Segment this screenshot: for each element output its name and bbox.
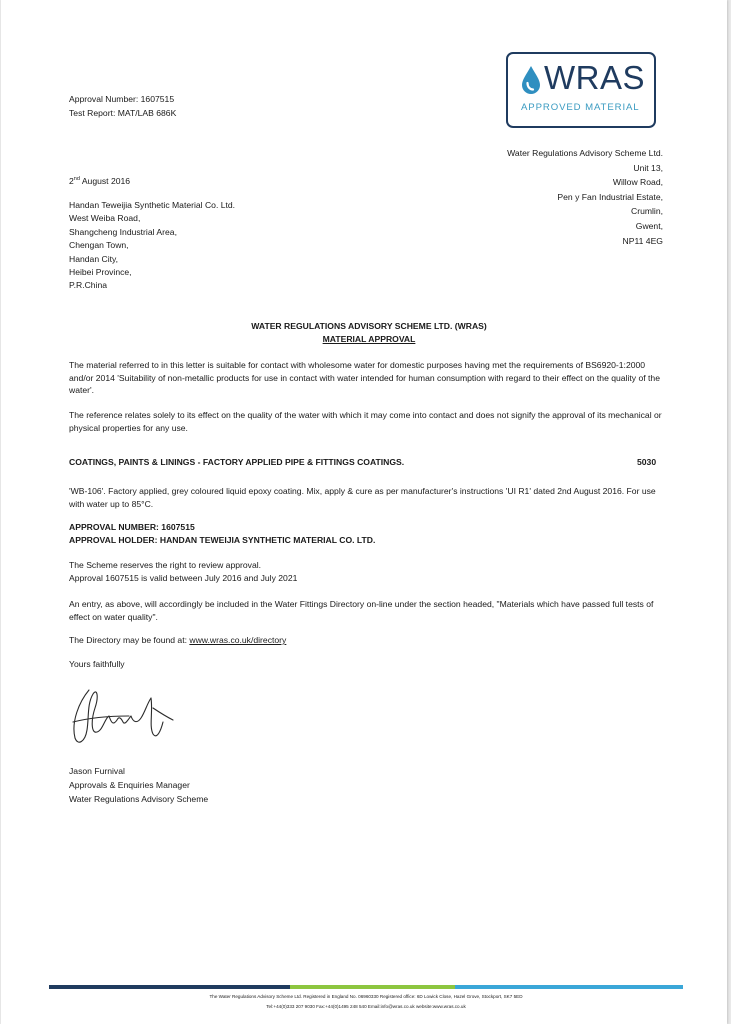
recipient-address [69, 199, 235, 293]
footer-bar-blue [455, 985, 683, 989]
footer-registration: The Water Regulations Advisory Scheme Ltd. Registered in England No. 06960330 Registered office: 6D Lowick Close, Hazel Grove, Stockport, SK7 5ED [209, 994, 523, 999]
closing: Yours faithfully [69, 659, 125, 669]
validity-note: Approval 1607515 is valid between July 2016 and July 2021 [69, 573, 298, 583]
recipient-line: Shangcheng Industrial Area, [69, 226, 177, 237]
directory-prefix: The Directory may be found at: [69, 635, 190, 645]
signature [69, 682, 179, 750]
recipient-line: West Weiba Road, [69, 213, 141, 224]
sender-address-line: NP11 4EG [622, 235, 663, 246]
water-drop-icon [520, 65, 542, 95]
paragraph-reference: The reference relates solely to its effect on the quality of the water with which it may come into contact and does not signify the approval of its mechanical or physical properties for any use. [69, 410, 662, 433]
date-rest: August 2016 [79, 176, 131, 186]
directory-line [69, 635, 286, 647]
sender-address [507, 146, 663, 248]
sender-address-line: Gwent, [635, 220, 663, 231]
recipient-line: Handan City, [69, 253, 119, 264]
recipient-line: Handan Teweijia Synthetic Material Co. Ltd. [69, 200, 236, 210]
signatory-role: Approvals & Enquiries Manager [69, 780, 190, 790]
footer-bar-navy [49, 985, 290, 989]
sender-address-line: Willow Road, [612, 177, 663, 188]
recipient-line: P.R.China [69, 280, 108, 291]
sender-address-line: Crumlin, [631, 206, 663, 217]
date-suffix: nd [73, 176, 80, 183]
footer-color-bar [49, 985, 683, 989]
category-code: 5030 [637, 457, 657, 467]
footer-contact: Tel:+44(0)333 207 9030 Fax:+44(0)1495 248 540 Email:info@wras.co.uk website:www.wras.co.uk [266, 1004, 466, 1009]
directory-link[interactable]: www.wras.co.uk/directory [189, 635, 287, 645]
logo-word: WRAS [544, 59, 645, 96]
sender-address-line: Unit 13, [633, 162, 663, 173]
signatory-org: Water Regulations Advisory Scheme [69, 794, 209, 804]
wras-approved-material-logo [506, 52, 656, 128]
signatory-name: Jason Furnival [69, 766, 125, 776]
footer-bar-green [290, 985, 455, 989]
approval-number: APPROVAL NUMBER: 1607515 [69, 522, 195, 532]
review-note: The Scheme reserves the right to review approval. [69, 560, 262, 570]
test-report-line: Test Report: MAT/LAB 686K [69, 108, 177, 118]
paragraph-suitability: The material referred to in this letter is suitable for contact with wholesome water for domestic purposes having met the requirements of BS6920-1:2000 and/or 2014 'Suitability of non-metallic products for use in contact with water intended for human consumption with regard to their effect on the quality of the water'. [69, 360, 660, 396]
approval-holder: APPROVAL HOLDER: HANDAN TEWEIJIA SYNTHETIC MATERIAL CO. LTD. [69, 535, 376, 545]
directory-entry-note: An entry, as above, will accordingly be included in the Water Fittings Directory on-line under the section headed, "Materials which have passed full tests of effect on water quality". [69, 599, 654, 622]
letter-date [69, 176, 130, 188]
letter-title: WATER REGULATIONS ADVISORY SCHEME LTD. (WRAS) [251, 321, 487, 331]
logo-subtitle: APPROVED MATERIAL [521, 102, 640, 113]
approval-number-line: Approval Number: 1607515 [69, 94, 175, 104]
sender-address-line: Water Regulations Advisory Scheme Ltd. [507, 148, 663, 158]
recipient-line: Heibei Province, [69, 267, 132, 278]
date-day: 2 [69, 176, 74, 186]
product-description: 'WB-106'. Factory applied, grey coloured liquid epoxy coating. Mix, apply & cure as per manufacturer's instructions 'UI R1' dated 2nd August 2016. For use with water up to 85°C. [69, 486, 656, 509]
letter-page [1, 0, 727, 1024]
sender-address-line: Pen y Fan Industrial Estate, [557, 191, 663, 202]
letter-subtitle: MATERIAL APPROVAL [322, 334, 416, 344]
recipient-line: Chengan Town, [69, 240, 129, 251]
product-category: COATINGS, PAINTS & LININGS - FACTORY APPLIED PIPE & FITTINGS COATINGS. [69, 457, 405, 467]
